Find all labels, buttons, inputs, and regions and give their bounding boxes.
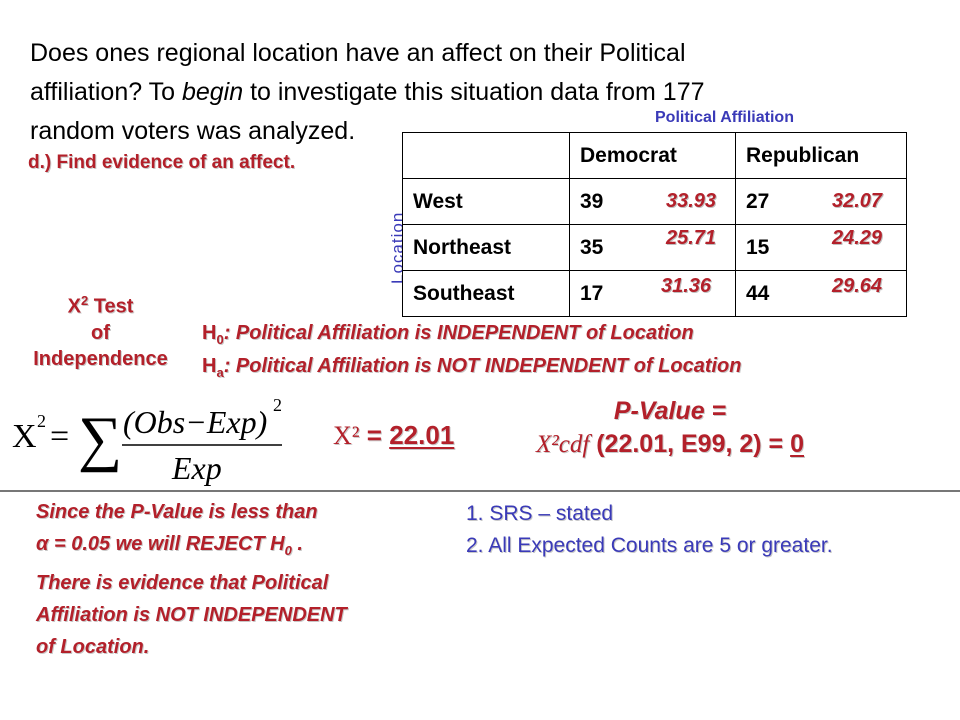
table-row xyxy=(403,179,907,225)
null-hypothesis-symbol: H xyxy=(202,322,217,344)
intro-line-2-start: affiliation? To xyxy=(30,78,182,106)
expected-value: 24.29 xyxy=(832,227,883,249)
test-title-line-2: of xyxy=(91,321,110,344)
conclusion xyxy=(36,496,347,663)
p-value-arguments: (22.01, E99, 2) = xyxy=(589,430,791,458)
formula-lhs-superscript: 2 xyxy=(37,411,46,431)
alternative-hypothesis xyxy=(202,353,742,386)
observed-cell xyxy=(570,225,736,271)
test-title-line-3: Independence xyxy=(33,347,168,370)
table-row xyxy=(403,225,907,271)
conclusion-subscript: 0 xyxy=(284,543,292,558)
chi-square-cdf-function: X²cdf xyxy=(535,431,590,458)
expected-value: 29.64 xyxy=(832,275,883,297)
intro-emphasis: begin xyxy=(181,78,244,106)
chi-square-value xyxy=(333,420,454,451)
observed-cell xyxy=(736,225,907,271)
header-cell-empty xyxy=(403,133,570,179)
p-value-result: 0 xyxy=(790,430,805,458)
row-axis-label: Location xyxy=(388,211,407,284)
section-divider xyxy=(0,490,960,492)
header-cell-republican: Republican xyxy=(736,133,907,179)
alternative-hypothesis-subscript: a xyxy=(216,365,224,380)
formula-numerator: (Obs−Exp) xyxy=(123,404,268,440)
conclusion-line-4: Affiliation is NOT INDEPENDENT xyxy=(36,604,347,626)
observed-value: 17 xyxy=(580,281,604,305)
expected-value: 33.93 xyxy=(666,190,717,212)
row-label-southeast: Southeast xyxy=(403,271,570,317)
chi-square-symbol: X² xyxy=(333,421,360,450)
test-title-symbol: X xyxy=(67,295,81,318)
contingency-table xyxy=(402,132,907,317)
test-title-word: Test xyxy=(88,295,134,318)
row-label-northeast: Northeast xyxy=(403,225,570,271)
observed-value: 35 xyxy=(580,235,604,259)
conclusion-line-5: of Location. xyxy=(36,636,150,658)
table-row xyxy=(403,271,907,317)
formula-denominator: Exp xyxy=(172,450,222,486)
observed-value: 39 xyxy=(580,189,604,213)
p-value-title: P-Value = xyxy=(613,397,727,425)
formula-equals: = xyxy=(50,418,70,455)
observed-cell xyxy=(570,271,736,317)
prompt-text: d.) Find evidence of an affect. xyxy=(28,152,296,173)
intro-line-1: Does ones regional location have an affect on their Political xyxy=(30,39,686,67)
alternative-hypothesis-symbol: H xyxy=(202,355,217,377)
formula-numerator-superscript: 2 xyxy=(273,395,282,415)
test-title xyxy=(8,288,193,372)
intro-line-3: random voters was analyzed. xyxy=(30,117,356,145)
summation-icon: ∑ xyxy=(78,405,123,473)
alternative-hypothesis-text: : Political Affiliation is NOT INDEPENDENT of Location xyxy=(223,355,742,377)
null-hypothesis-text: : Political Affiliation is INDEPENDENT of Location xyxy=(223,322,694,344)
observed-cell xyxy=(570,179,736,225)
conditions-list xyxy=(466,498,833,562)
conclusion-line-2-text: α = 0.05 we will REJECT H xyxy=(36,533,285,555)
conclusion-line-3: There is evidence that Political xyxy=(36,572,329,594)
null-hypothesis xyxy=(202,320,742,353)
conclusion-line-2-end: . xyxy=(291,533,303,555)
test-title-line-1 xyxy=(8,288,193,320)
intro-line-2-end: to investigate this situation data from 177 xyxy=(243,78,705,106)
expected-value: 32.07 xyxy=(832,190,883,212)
column-axis-label: Political Affiliation xyxy=(655,109,794,126)
expected-value: 25.71 xyxy=(666,227,717,249)
observed-value: 27 xyxy=(746,189,770,213)
formula-lhs: X xyxy=(12,418,37,455)
table-header-row xyxy=(403,133,907,179)
test-title-superscript: 2 xyxy=(80,293,89,308)
expected-value: 31.36 xyxy=(661,275,712,297)
chi-square-equals: = xyxy=(359,420,390,450)
observed-value: 44 xyxy=(746,281,770,305)
p-value-calculation xyxy=(440,428,900,461)
hypotheses xyxy=(202,320,742,386)
header-cell-democrat: Democrat xyxy=(570,133,736,179)
null-hypothesis-subscript: 0 xyxy=(216,332,224,347)
conclusion-line-2 xyxy=(36,528,347,567)
intro-line-2 xyxy=(30,73,930,112)
row-label-west: West xyxy=(403,179,570,225)
observed-cell xyxy=(736,179,907,225)
conclusion-line-1: Since the P-Value is less than xyxy=(36,501,318,523)
chi-square-formula xyxy=(10,395,300,490)
observed-value: 15 xyxy=(746,235,770,259)
condition-item: 2. All Expected Counts are 5 or greater. xyxy=(466,534,833,557)
chi-square-result: 22.01 xyxy=(389,420,455,450)
condition-item: 1. SRS – stated xyxy=(466,502,614,525)
observed-cell xyxy=(736,271,907,317)
p-value-block xyxy=(440,395,900,461)
